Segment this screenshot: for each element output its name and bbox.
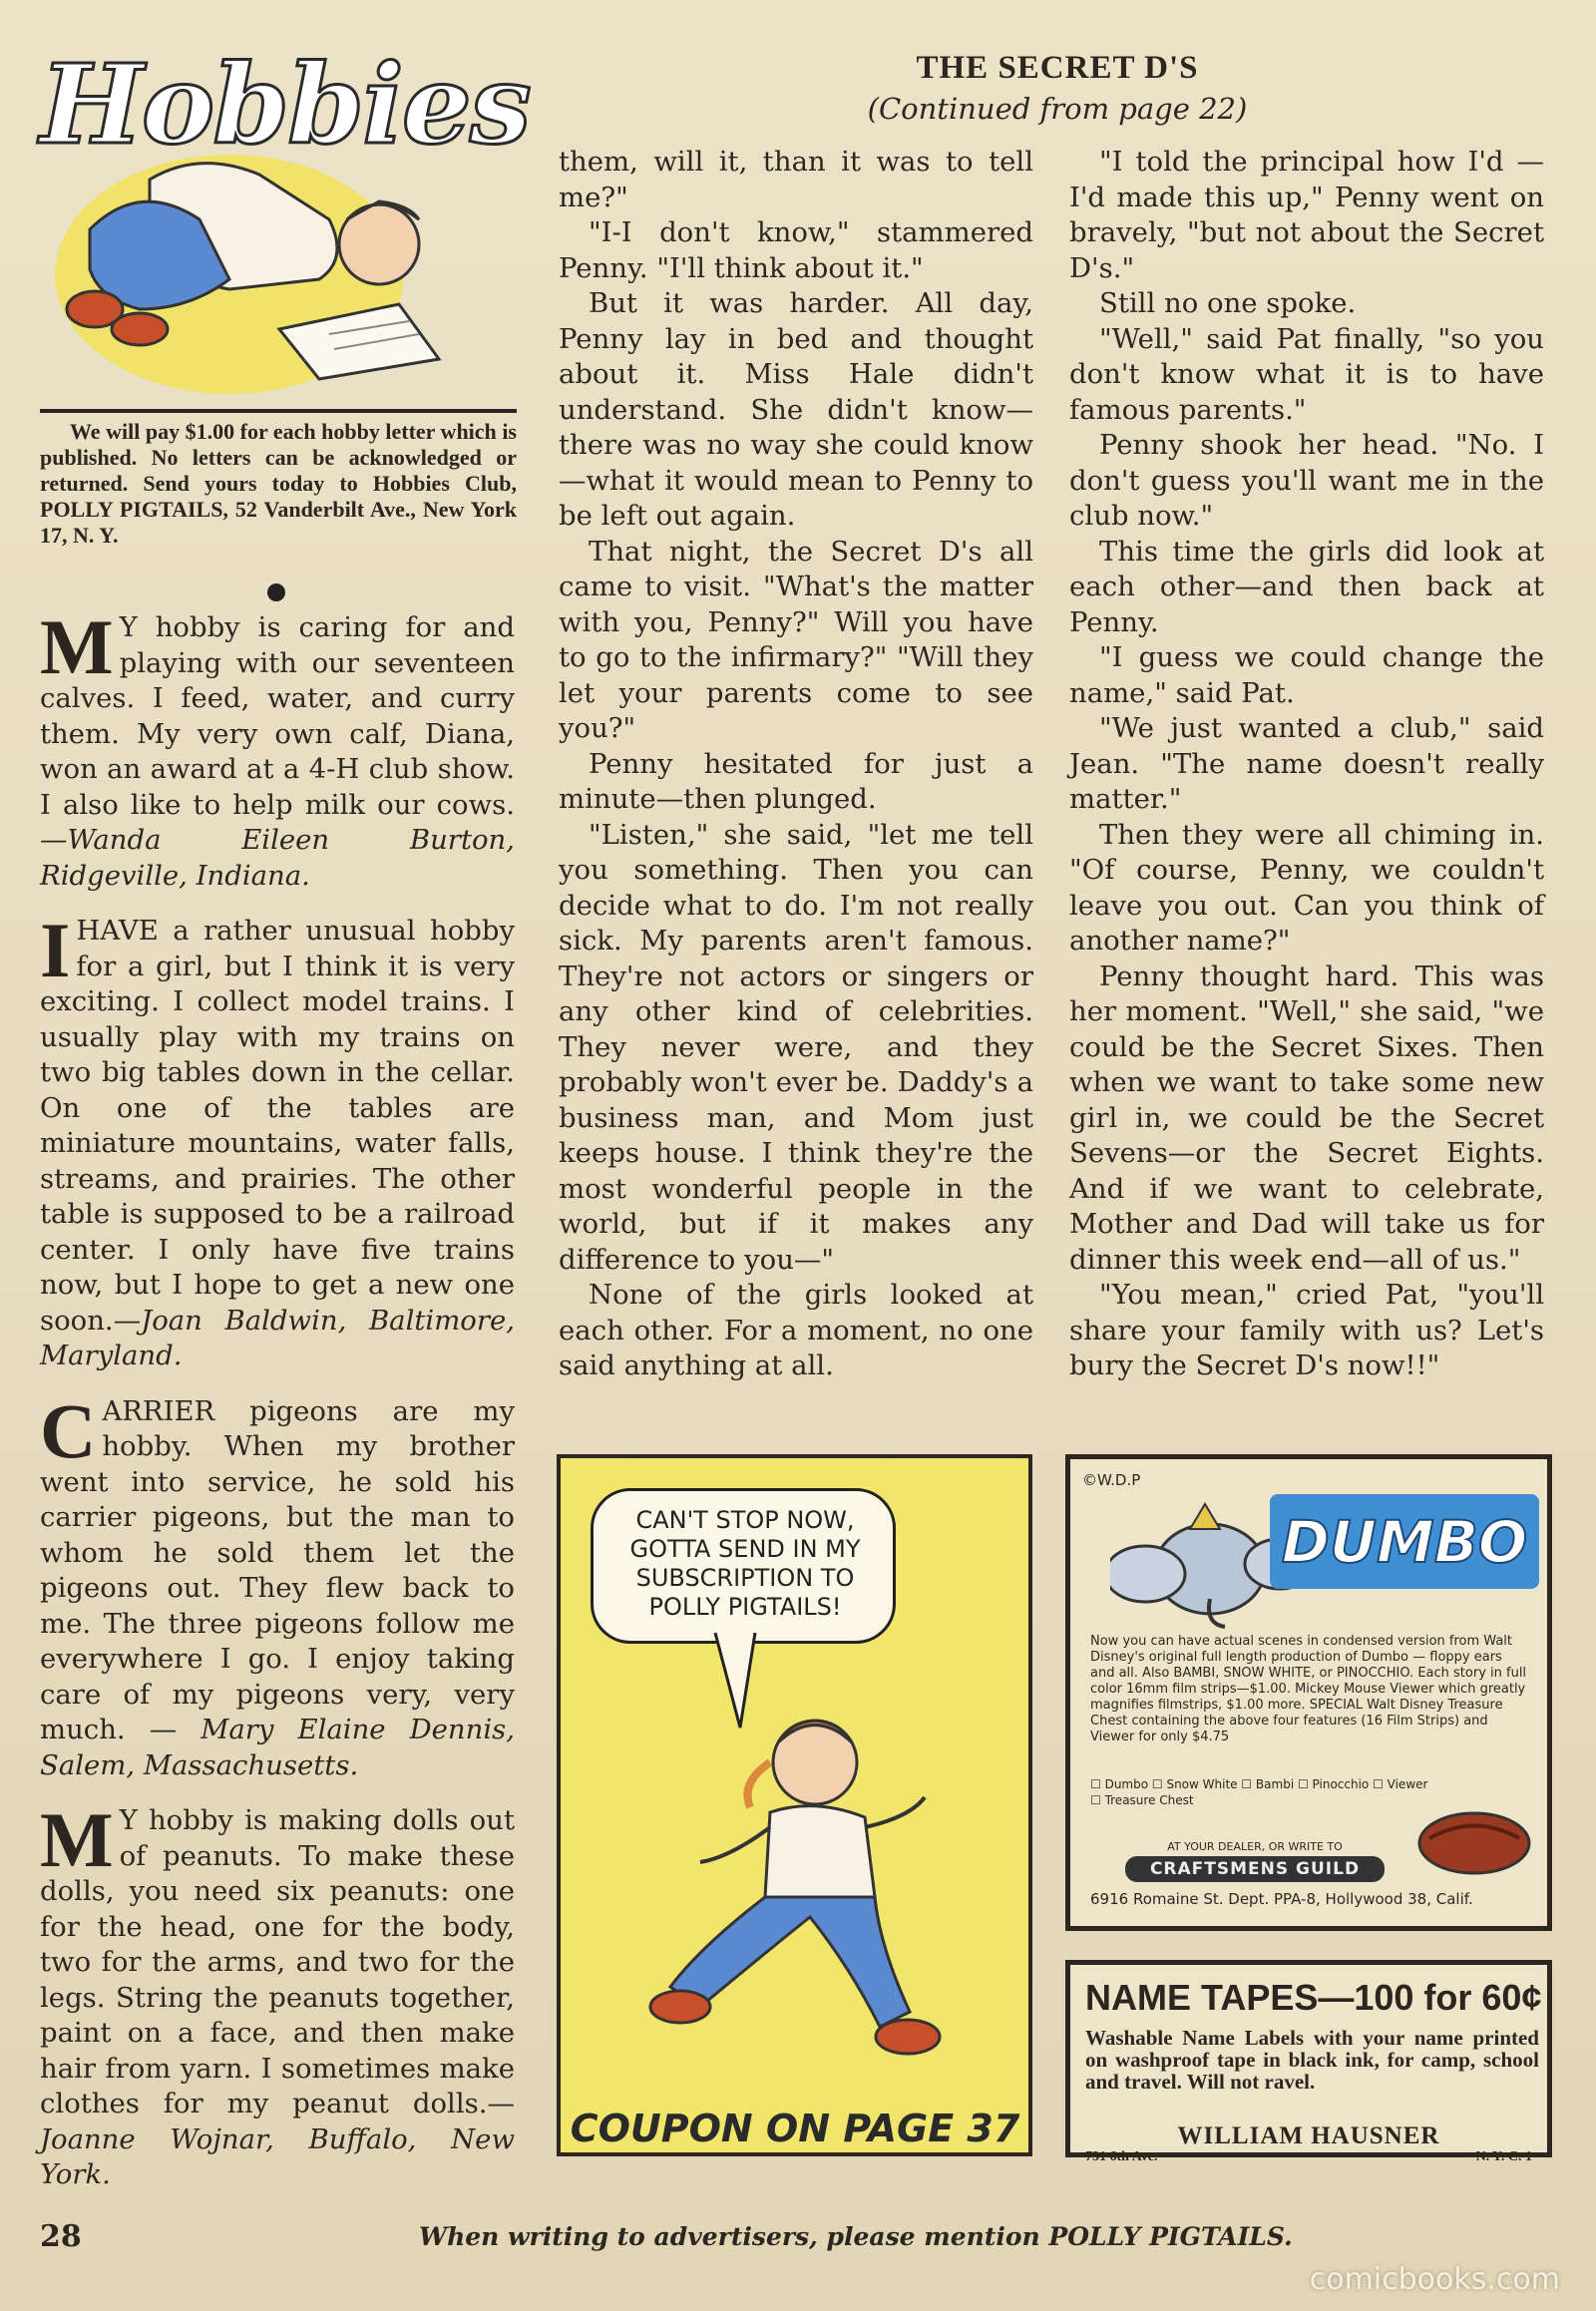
story-paragraph: But it was harder. All day, Penny lay in bed and thought about it. Miss Hale didn't understand. She didn't know—there was no way she could know—what it would mean to Penny to be left out again. xyxy=(559,287,1033,532)
story-paragraph: "You mean," cried Pat, "you'll share your family with us? Let's bury the Secret D's now!!" xyxy=(1069,1279,1544,1381)
copyright-mark: ©W.D.P xyxy=(1082,1471,1141,1489)
story-paragraph: "We just wanted a club," said Jean. "The name doesn't really matter." xyxy=(1069,712,1544,815)
drop-cap: M xyxy=(40,1796,114,1883)
dealer-line: AT YOUR DEALER, OR WRITE TO xyxy=(1167,1840,1343,1853)
coupon-caption: COUPON ON PAGE 37 xyxy=(570,2107,1020,2150)
advertiser-address: 731 6th Ave. xyxy=(1085,2149,1158,2164)
dumbo-address: 6916 Romaine St. Dept. PPA-8, Hollywood 38, Calif. xyxy=(1090,1890,1473,1908)
drop-cap: I xyxy=(40,907,71,993)
dumbo-logo xyxy=(1270,1494,1539,1589)
dumbo-logo-text: DUMBO xyxy=(1281,1508,1528,1576)
letter-signature: —Joanne Wojnar, Buffalo, New York. xyxy=(40,2088,515,2190)
hobbies-notice: We will pay $1.00 for each hobby letter which is published. No letters can be acknowledged or returned. Send yours today to Hobbies Club, POLLY PIGTAILS, 52 Vanderbilt Ave., New York 17, N. Y. xyxy=(40,419,517,548)
letter-text: Y hobby is making dolls out of peanuts. To make these dolls, you need six peanuts: one for the head, one for the body, two for the arms, and two for the legs. String the peanuts together, paint on a face, and then make hair from yarn. I sometimes make clothes for my peanut dolls. xyxy=(40,1804,515,2119)
letter-signature: —Wanda Eileen Burton, Ridgeville, Indiana. xyxy=(40,824,515,892)
story-paragraph: Penny shook her head. "No. I don't guess you'll want me in the club now." xyxy=(1069,429,1544,532)
subscription-comic-ad xyxy=(557,1454,1032,2156)
name-tapes-ad xyxy=(1065,1960,1552,2164)
name-tapes-title: NAME TAPES—100 for 60¢ xyxy=(1085,1977,1542,2018)
story-paragraph: That night, the Secret D's all came to visit. "What's the matter with you, Penny?" Will you have to go to the infirmary?" "Will they let your parents come to see you?" xyxy=(559,535,1033,744)
hobbies-title: Hobbies xyxy=(40,40,530,169)
advertiser-name: WILLIAM HAUSNER xyxy=(1177,2122,1440,2149)
story-paragraph: Penny hesitated for just a minute—then plunged. xyxy=(559,747,1033,815)
hobby-letter xyxy=(40,603,515,894)
letter-signature: — Mary Elaine Dennis, Salem, Massachusetts. xyxy=(40,1714,515,1781)
hobby-letter xyxy=(40,1796,515,2193)
watermark: comicbooks.com xyxy=(1309,2262,1560,2297)
advertiser-city: N. Y. C. 1 xyxy=(1475,2149,1532,2164)
letter-text: ARRIER pigeons are my hobby. When my brother went into service, he sold his carrier pigeons, but the man to whom he sold them let the pigeons out. They flew back to me. The three pigeons follow me everywhere I go. I enjoy taking care of my pigeons very, very much. xyxy=(40,1394,515,1745)
name-tapes-copy: Washable Name Labels with your name printed on washproof tape in black ink, for camp, school and travel. Will not ravel. xyxy=(1085,2026,1539,2094)
running-girl-illustration xyxy=(640,1688,970,2097)
letter-text: HAVE a rather unusual hobby for a girl, but I think it is very exciting. I collect model trains. I usually play with my trains on two big tables down in the cellar. On one of the tables are miniature mountains, water falls, streams, and prairies. The other table is supposed to be a railroad center. I only have five trains now, but I hope to get a new one soon. xyxy=(40,915,515,1337)
story-title: THE SECRET D'S xyxy=(916,50,1199,86)
story-paragraph: "Listen," she said, "let me tell you something. Then you can decide what to do. I'm not really sick. My parents aren't famous. They're not actors or singers or any other kind of celebrities. They never were, and they probably won't ever be. Daddy's a business man, and Mom just keeps house. I think they're the most wonderful people in the world, but if it makes any difference to you—" xyxy=(559,818,1033,1276)
bullet-ornament xyxy=(267,583,285,601)
story-paragraph: "I-I don't know," stammered Penny. "I'll think about it." xyxy=(559,216,1033,284)
dumbo-ad-copy: Now you can have actual scenes in condensed version from Walt Disney's original full length production of Dumbo — floppy ears and all. Also BAMBI, SNOW WHITE, or PINOCCHIO. Each story in full color 16mm film strips—$1.00. Mickey Mouse Viewer which greatly magnifies filmstrips, $1.00 more. SPECIAL Walt Disney Treasure Chest containing the above four features (16 Film Strips) and Viewer for only $4.75 xyxy=(1090,1634,1527,1744)
treasure-chest-illustration xyxy=(1414,1798,1534,1878)
story-subtitle: (Continued from page 22) xyxy=(867,92,1248,126)
craftsmens-guild-banner: CRAFTSMENS GUILD xyxy=(1125,1856,1385,1882)
footer-note: When writing to advertisers, please mention POLLY PIGTAILS. xyxy=(419,2222,1293,2251)
story-paragraph: "I guess we could change the name," said Pat. xyxy=(1069,641,1544,709)
divider xyxy=(40,409,517,413)
letter-signature: —Joan Baldwin, Baltimore, Maryland. xyxy=(40,1304,515,1371)
dumbo-film-ad xyxy=(1065,1454,1552,1931)
story-paragraph: Still no one spoke. xyxy=(1099,287,1357,319)
hobby-letters-column xyxy=(40,603,515,2213)
hobby-letter xyxy=(40,907,515,1374)
story-paragraph: Penny thought hard. This was her moment. "Well," she said, "we could be the Secret Sixes. Then when we want to take some new girl in, we could be the Secret Sevens—or the Secret Eights. And if we want to celebrate, Mother and Dad will take us for dinner this week end—all of us." xyxy=(1069,960,1544,1276)
drop-cap: C xyxy=(40,1386,97,1474)
story-column-2 xyxy=(1069,145,1544,1384)
story-column-1 xyxy=(559,145,1033,1384)
story-paragraph: This time the girls did look at each other—and then back at Penny. xyxy=(1069,535,1544,638)
story-paragraph: "I told the principal how I'd —I'd made this up," Penny went on bravely, "but not about the Secret D's." xyxy=(1069,146,1544,284)
page-number: 28 xyxy=(40,2219,82,2254)
order-checkboxes: ☐ Dumbo ☐ Snow White ☐ Bambi ☐ Pinocchio ☐ Viewer ☐ Treasure Chest xyxy=(1090,1777,1428,1807)
drop-cap: M xyxy=(40,603,114,690)
story-paragraph: them, will it, than it was to tell me?" xyxy=(559,146,1033,213)
story-paragraph: None of the girls looked at each other. For a moment, no one said anything at all. xyxy=(559,1279,1033,1381)
letter-text: Y hobby is caring for and playing with our seventeen calves. I feed, water, and curry them. My very own calf, Diana, won an award at a 4-H club show. I also like to help milk our cows. xyxy=(40,611,515,821)
story-paragraph: "Well," said Pat finally, "so you don't know what it is to have famous parents." xyxy=(1069,322,1544,426)
balloon-text: CAN'T STOP NOW, GOTTA SEND IN MY SUBSCRIPTION TO POLLY PIGTAILS! xyxy=(629,1506,861,1621)
story-paragraph: Then they were all chiming in. "Of course, Penny, we couldn't leave you out. Can you think of another name?" xyxy=(1069,818,1544,957)
hobby-letter xyxy=(40,1386,515,1784)
